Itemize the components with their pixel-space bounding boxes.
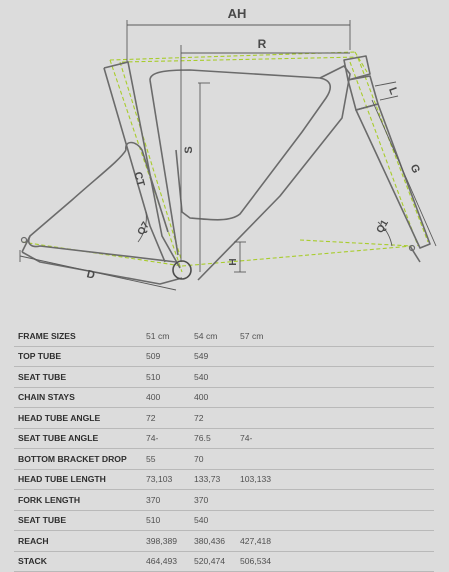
table-row <box>14 387 434 408</box>
table-row <box>14 367 434 388</box>
table-row <box>14 551 434 572</box>
dim-label-s: S <box>183 146 195 154</box>
size-1-value: 509 <box>146 346 194 367</box>
size-3-value: 74- <box>240 428 434 449</box>
size-3-value <box>240 408 434 429</box>
row-label: CHAIN STAYS <box>14 387 146 408</box>
dim-label-r: R <box>257 37 267 51</box>
row-label: REACH <box>14 531 146 552</box>
size-2-value: 76.5 <box>194 428 240 449</box>
row-label: FRAME SIZES <box>14 326 146 346</box>
size-1-value: 74- <box>146 428 194 449</box>
size-2-value: 370 <box>194 490 240 511</box>
dim-label-ah: AH <box>227 6 247 21</box>
size-1-value: 510 <box>146 510 194 531</box>
bottom-bracket-circle <box>173 261 191 279</box>
size-1-value: 73,103 <box>146 469 194 490</box>
geometry-guide-lines <box>22 52 428 272</box>
row-label: TOP TUBE <box>14 346 146 367</box>
size-1-value: 464,493 <box>146 551 194 572</box>
size-1-value: 400 <box>146 387 194 408</box>
table-row <box>14 510 434 531</box>
table-row <box>14 346 434 367</box>
dim-label-h: H <box>228 258 239 266</box>
size-2-value: 133,73 <box>194 469 240 490</box>
dim-label-q7: Q7 <box>135 220 152 238</box>
dim-label-ct: CT <box>131 170 147 188</box>
size-2-value: 72 <box>194 408 240 429</box>
geometry-table <box>14 326 434 572</box>
size-2-value: 70 <box>194 449 240 470</box>
size-3-value <box>240 510 434 531</box>
frame-outline <box>22 56 430 284</box>
dim-label-l: L <box>386 85 400 97</box>
row-label: STACK <box>14 551 146 572</box>
dim-label-q1: Q1 <box>374 218 391 236</box>
dim-label-d: D <box>85 268 97 282</box>
size-1-value: 55 <box>146 449 194 470</box>
size-2-value: 380,436 <box>194 531 240 552</box>
size-1-value: 370 <box>146 490 194 511</box>
size-3-value <box>240 346 434 367</box>
table-row <box>14 428 434 449</box>
dim-label-g: G <box>407 162 422 176</box>
size-3-value <box>240 449 434 470</box>
size-2-value: 540 <box>194 510 240 531</box>
table-row <box>14 449 434 470</box>
size-3-value: 57 cm <box>240 326 434 346</box>
size-3-value <box>240 490 434 511</box>
size-2-value: 549 <box>194 346 240 367</box>
table-row <box>14 531 434 552</box>
table-row <box>14 469 434 490</box>
table-row <box>14 408 434 429</box>
row-label: FORK LENGTH <box>14 490 146 511</box>
size-2-value: 540 <box>194 367 240 388</box>
row-label: HEAD TUBE ANGLE <box>14 408 146 429</box>
row-label: BOTTOM BRACKET DROP <box>14 449 146 470</box>
size-1-value: 510 <box>146 367 194 388</box>
size-3-value: 427,418 <box>240 531 434 552</box>
row-label: HEAD TUBE LENGTH <box>14 469 146 490</box>
size-1-value: 51 cm <box>146 326 194 346</box>
row-label: SEAT TUBE <box>14 510 146 531</box>
size-3-value <box>240 387 434 408</box>
size-1-value: 72 <box>146 408 194 429</box>
size-2-value: 54 cm <box>194 326 240 346</box>
row-label: SEAT TUBE ANGLE <box>14 428 146 449</box>
size-3-value: 506,534 <box>240 551 434 572</box>
row-label: SEAT TUBE <box>14 367 146 388</box>
size-3-value: 103,133 <box>240 469 434 490</box>
table-row <box>14 490 434 511</box>
size-1-value: 398,389 <box>146 531 194 552</box>
table-header-row <box>14 326 434 346</box>
size-3-value <box>240 367 434 388</box>
size-2-value: 520,474 <box>194 551 240 572</box>
size-2-value: 400 <box>194 387 240 408</box>
